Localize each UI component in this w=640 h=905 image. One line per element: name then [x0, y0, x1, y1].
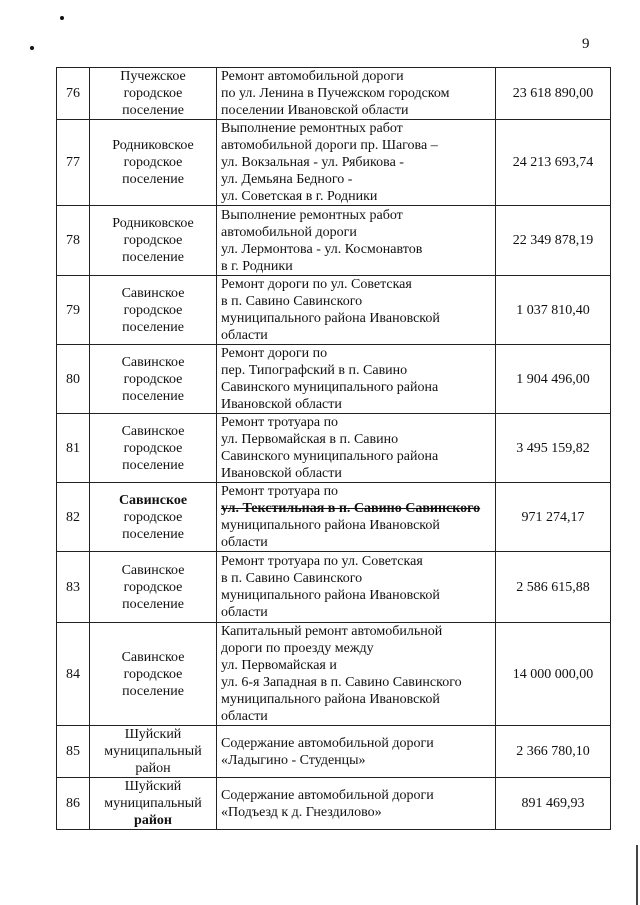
municipality-line: поселение — [122, 457, 184, 473]
row-number: 86 — [57, 778, 90, 830]
row-number: 81 — [57, 414, 90, 483]
municipality-cell — [90, 552, 217, 623]
work-description-cell — [217, 778, 496, 830]
row-number: 76 — [57, 68, 90, 120]
scan-speck — [60, 16, 64, 20]
municipality-line: Пучежское — [120, 69, 186, 84]
table-row — [57, 414, 611, 483]
amount-cell: 1 904 496,00 — [496, 345, 611, 414]
work-line: Ремонт дороги по — [221, 346, 328, 361]
amount-cell: 1 037 810,40 — [496, 276, 611, 345]
municipality-line: Савинское — [121, 562, 185, 578]
table-row — [57, 68, 611, 120]
municipality-line: Шуйский — [124, 727, 182, 742]
amount-cell: 3 495 159,82 — [496, 414, 611, 483]
table-row — [57, 623, 611, 726]
row-number: 77 — [57, 120, 90, 206]
work-line: муниципального района Ивановской — [221, 588, 440, 603]
work-line: «Ладыгино - Студенцы» — [221, 752, 366, 768]
work-line: муниципального района Ивановской — [221, 692, 440, 707]
municipality-cell — [90, 120, 217, 206]
amount-cell: 971 274,17 — [496, 483, 611, 552]
municipality-line: городское — [123, 666, 183, 682]
table-row — [57, 345, 611, 414]
table-row — [57, 778, 611, 830]
row-number: 78 — [57, 206, 90, 276]
municipality-line: городское — [123, 302, 183, 318]
municipality-line: поселение — [122, 172, 184, 187]
municipality-line: поселение — [122, 683, 184, 699]
municipality-line: Шуйский — [124, 779, 182, 794]
work-line: ул. Демьяна Бедного - — [221, 172, 353, 187]
work-line: области — [221, 328, 268, 343]
municipality-line: Савинское — [121, 285, 185, 301]
row-number: 83 — [57, 552, 90, 623]
work-line: Савинского муниципального района — [221, 380, 439, 395]
municipality-line: Савинское — [121, 649, 185, 665]
amount-cell: 22 349 878,19 — [496, 206, 611, 276]
work-line: Содержание автомобильной дороги — [221, 735, 434, 751]
municipality-line: городское — [123, 371, 183, 387]
work-line: Ивановской области — [221, 397, 342, 412]
municipality-line: район — [135, 761, 171, 776]
municipality-cell — [90, 276, 217, 345]
municipality-line: Савинское — [121, 354, 185, 370]
municipality-cell — [90, 623, 217, 726]
work-line: в г. Родники — [221, 258, 293, 274]
amount-cell: 891 469,93 — [496, 778, 611, 830]
municipality-line: Родниковское — [112, 138, 194, 153]
work-line: ул. Первомайская и — [221, 658, 337, 673]
municipality-cell — [90, 778, 217, 830]
work-line: Выполнение ремонтных работ — [221, 121, 403, 136]
municipality-line: городское — [123, 579, 183, 595]
work-line: Ремонт автомобильной дороги — [221, 69, 404, 84]
municipality-line: городское — [123, 233, 183, 248]
scan-speck — [30, 46, 34, 50]
municipality-line: городское — [123, 440, 183, 456]
work-description-cell — [217, 552, 496, 623]
work-line: по ул. Ленина в Пучежском городском — [221, 86, 450, 101]
work-description-cell — [217, 206, 496, 276]
work-line: ул. Первомайская в п. Савино — [221, 432, 399, 447]
municipality-line: поселение — [122, 103, 184, 118]
work-line: в п. Савино Савинского — [221, 571, 363, 586]
work-description-cell — [217, 623, 496, 726]
work-line: Ремонт тротуара по — [221, 415, 339, 430]
work-line: Савинского муниципального района — [221, 449, 439, 464]
row-number: 79 — [57, 276, 90, 345]
municipality-line: поселение — [122, 526, 184, 542]
work-description-cell — [217, 276, 496, 345]
work-line: области — [221, 709, 268, 724]
municipality-line: Савинское — [118, 492, 188, 508]
municipality-line: Савинское — [121, 423, 185, 439]
work-line: в п. Савино Савинского — [221, 294, 363, 309]
work-line: области — [221, 535, 268, 550]
work-line: ул. Советская в г. Родники — [221, 189, 378, 204]
work-description-cell — [217, 120, 496, 206]
work-line: муниципального района Ивановской — [221, 518, 440, 533]
row-number: 84 — [57, 623, 90, 726]
municipality-line: муниципальный — [104, 796, 202, 811]
table-row — [57, 120, 611, 206]
work-line: Ремонт тротуара по — [221, 484, 339, 499]
municipality-line: район — [134, 813, 172, 828]
work-line: автомобильной дороги — [221, 224, 357, 240]
row-number: 82 — [57, 483, 90, 552]
municipality-line: поселение — [122, 388, 184, 404]
municipality-line: городское — [123, 86, 183, 101]
municipality-line: поселение — [122, 319, 184, 335]
municipality-cell — [90, 414, 217, 483]
work-line: поселении Ивановской области — [221, 103, 409, 118]
page-number: 9 — [582, 36, 590, 52]
work-line: Выполнение ремонтных работ — [221, 207, 403, 223]
municipality-cell — [90, 345, 217, 414]
municipality-line: городское — [123, 509, 183, 525]
amount-cell: 24 213 693,74 — [496, 120, 611, 206]
amount-cell: 2 586 615,88 — [496, 552, 611, 623]
row-number: 80 — [57, 345, 90, 414]
work-line: дороги по проезду между — [221, 641, 374, 656]
amount-cell: 2 366 780,10 — [496, 726, 611, 778]
municipality-line: городское — [123, 155, 183, 170]
scan-edge-mark — [636, 845, 638, 905]
work-description-cell — [217, 483, 496, 552]
municipality-cell — [90, 726, 217, 778]
municipality-cell — [90, 68, 217, 120]
work-line: «Подъезд к д. Гнездилово» — [221, 804, 382, 820]
work-line: Содержание автомобильной дороги — [221, 787, 434, 803]
work-line: ул. Вокзальная - ул. Рябикова - — [221, 155, 404, 170]
table-row — [57, 483, 611, 552]
table-row — [57, 726, 611, 778]
table-row — [57, 552, 611, 623]
work-line: муниципального района Ивановской — [221, 311, 440, 326]
municipality-cell — [90, 483, 217, 552]
work-line: ул. 6-я Западная в п. Савино Савинского — [221, 675, 462, 690]
table-row — [57, 206, 611, 276]
municipality-line: поселение — [122, 250, 184, 265]
work-line: Ремонт дороги по ул. Советская — [221, 277, 412, 292]
work-line: автомобильной дороги пр. Шагова – — [221, 138, 438, 153]
work-line: Капитальный ремонт автомобильной — [221, 624, 443, 639]
municipality-line: муниципальный — [104, 744, 202, 759]
road-works-table — [56, 67, 611, 830]
table-row — [57, 276, 611, 345]
work-line: Ивановской области — [221, 466, 342, 481]
amount-cell: 23 618 890,00 — [496, 68, 611, 120]
work-line: Ремонт тротуара по ул. Советская — [221, 554, 423, 569]
work-description-cell — [217, 345, 496, 414]
work-line-struck: ул. Текстильная в п. Савино Савинского — [221, 501, 481, 516]
work-line: пер. Типографский в п. Савино — [221, 363, 408, 378]
work-line: ул. Лермонтова - ул. Космонавтов — [221, 241, 423, 257]
municipality-line: поселение — [122, 596, 184, 612]
row-number: 85 — [57, 726, 90, 778]
municipality-line: Родниковское — [112, 216, 194, 231]
work-description-cell — [217, 414, 496, 483]
work-line: области — [221, 605, 268, 620]
amount-cell: 14 000 000,00 — [496, 623, 611, 726]
municipality-cell — [90, 206, 217, 276]
work-description-cell — [217, 726, 496, 778]
work-description-cell — [217, 68, 496, 120]
